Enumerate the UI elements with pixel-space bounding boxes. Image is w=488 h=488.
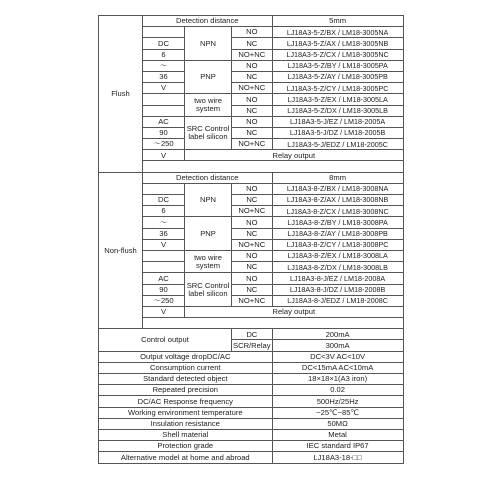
ac-label: AC bbox=[143, 116, 185, 127]
control-output-label: Control output bbox=[99, 329, 232, 351]
model-number: LJ18A3-8-Z/CX / LM18-3008NC bbox=[272, 206, 403, 217]
model-number: LJ18A3-5-Z/EX / LM18-3005LA bbox=[272, 94, 403, 105]
output-type: NC bbox=[232, 127, 273, 138]
empty-cell bbox=[143, 161, 404, 172]
model-number: LJ18A3-8-Z/BX / LM18-3008NA bbox=[272, 183, 403, 194]
table-row bbox=[99, 262, 404, 273]
spec-value: 18×18×1(A3 iron) bbox=[272, 374, 403, 385]
empty-cell bbox=[143, 318, 404, 329]
model-number: LJ18A3-5-Z/AY / LM18-3005PB bbox=[272, 71, 403, 82]
two-wire-label: two wire system bbox=[185, 250, 232, 272]
distance-value: 8mm bbox=[272, 172, 403, 183]
v-label: V bbox=[143, 150, 185, 161]
output-type: NO+NC bbox=[232, 239, 273, 250]
model-number: LJ18A3-8-Z/AX / LM18-3008NB bbox=[272, 195, 403, 206]
spec-label: Protection grade bbox=[99, 441, 273, 452]
table-row bbox=[99, 396, 404, 407]
spec-value: IEC standard IP67 bbox=[272, 441, 403, 452]
spec-label: DC/AC Response frequency bbox=[99, 396, 273, 407]
model-number: LJ18A3-5-J/EZ / LM18-2005A bbox=[272, 116, 403, 127]
model-number: LJ18A3-5-Z/BY / LM18-3005PA bbox=[272, 60, 403, 71]
spec-label: Repeated precision bbox=[99, 385, 273, 396]
dc-label: ～ bbox=[143, 217, 185, 228]
src-label: SRC Control label silicon bbox=[185, 116, 232, 150]
table-row bbox=[99, 172, 404, 183]
output-type: NO bbox=[232, 217, 273, 228]
table-row bbox=[99, 295, 404, 306]
table-row bbox=[99, 183, 404, 194]
pnp-label: PNP bbox=[185, 60, 232, 94]
output-type: NO bbox=[232, 116, 273, 127]
output-type: NO+NC bbox=[232, 206, 273, 217]
output-type: NC bbox=[232, 262, 273, 273]
table-row bbox=[99, 71, 404, 82]
table-row bbox=[99, 306, 404, 317]
empty-cell bbox=[143, 94, 185, 105]
dc-label: DC bbox=[143, 195, 185, 206]
empty-cell bbox=[143, 27, 185, 38]
table-row bbox=[99, 94, 404, 105]
output-type: NO bbox=[232, 27, 273, 38]
empty-cell bbox=[143, 262, 185, 273]
v-label: V bbox=[143, 83, 185, 94]
spec-label: Insulation resistance bbox=[99, 418, 273, 429]
model-number: LJ18A3-5-Z/BX / LM18-3005NA bbox=[272, 27, 403, 38]
model-number: LJ18A3-8-Z/EX / LM18-3008LA bbox=[272, 250, 403, 261]
table-row bbox=[99, 161, 404, 172]
table-row bbox=[99, 217, 404, 228]
table-row bbox=[99, 318, 404, 329]
output-type: NC bbox=[232, 195, 273, 206]
table-row bbox=[99, 127, 404, 138]
table-row bbox=[99, 452, 404, 463]
model-number: LJ18A3-8-Z/DX / LM18-3008LB bbox=[272, 262, 403, 273]
output-type: NC bbox=[232, 284, 273, 295]
dc-label: ～ bbox=[143, 60, 185, 71]
spec-label: Consumption current bbox=[99, 362, 273, 373]
src-label: SRC Control label silicon bbox=[185, 273, 232, 307]
table-row bbox=[99, 374, 404, 385]
table-row bbox=[99, 195, 404, 206]
model-number: LJ18A3-8-Z/AY / LM18-3008PB bbox=[272, 228, 403, 239]
group-label: Non-flush bbox=[99, 172, 143, 329]
relay-label: Relay output bbox=[185, 150, 404, 161]
output-type: NO bbox=[232, 94, 273, 105]
dc-label: 36 bbox=[143, 228, 185, 239]
pnp-label: PNP bbox=[185, 217, 232, 251]
distance-label: Detection distance bbox=[143, 16, 273, 27]
dc-label: 6 bbox=[143, 206, 185, 217]
model-number: LJ18A3-5-J/EDZ / LM18-2005C bbox=[272, 139, 403, 150]
table-row bbox=[99, 351, 404, 362]
spec-label: Output voltage dropDC/AC bbox=[99, 351, 273, 362]
control-output-value: 200mA bbox=[272, 329, 403, 340]
model-number: LJ18A3-5-Z/CY / LM18-3005PC bbox=[272, 83, 403, 94]
control-output-section bbox=[99, 329, 404, 351]
table-row bbox=[99, 362, 404, 373]
model-number: LJ18A3-8-J/DZ / LM18-2008B bbox=[272, 284, 403, 295]
relay-label: Relay output bbox=[185, 306, 404, 317]
control-output-type: SCR/Relay bbox=[233, 340, 271, 350]
output-type: NO+NC bbox=[232, 139, 273, 150]
spec-value: −25℃~85℃ bbox=[272, 407, 403, 418]
ac-label: 90 bbox=[143, 284, 185, 295]
output-type: NO bbox=[232, 273, 273, 284]
v-label: V bbox=[143, 239, 185, 250]
model-number: LJ18A3-8-J/EZ / LM18-2008A bbox=[272, 273, 403, 284]
table-row bbox=[99, 385, 404, 396]
spec-table bbox=[98, 15, 404, 464]
two-wire-label: two wire system bbox=[185, 94, 232, 116]
flush-section bbox=[99, 16, 404, 173]
table-row bbox=[99, 150, 404, 161]
table-row bbox=[99, 273, 404, 284]
table-row bbox=[99, 83, 404, 94]
v-label: V bbox=[143, 306, 185, 317]
spec-rows bbox=[99, 351, 404, 463]
model-number: LJ18A3-5-J/DZ / LM18-2005B bbox=[272, 127, 403, 138]
spec-value: 0.02 bbox=[272, 385, 403, 396]
table-row bbox=[99, 329, 404, 340]
empty-cell bbox=[143, 250, 185, 261]
ac-label: ～250 bbox=[143, 295, 185, 306]
table-row bbox=[99, 441, 404, 452]
table-row bbox=[99, 38, 404, 49]
output-type: NC bbox=[232, 105, 273, 116]
table-row bbox=[99, 49, 404, 60]
spec-value: DC<15mA AC<10mA bbox=[272, 362, 403, 373]
spec-value: Metal bbox=[272, 429, 403, 440]
table-row bbox=[99, 228, 404, 239]
table-row bbox=[99, 250, 404, 261]
output-type: NO bbox=[232, 183, 273, 194]
spec-label: Alternative model at home and abroad bbox=[99, 452, 273, 463]
nonflush-section bbox=[99, 172, 404, 329]
table-row bbox=[99, 206, 404, 217]
spec-value: 500Hz/25Hz bbox=[272, 396, 403, 407]
output-type: NO+NC bbox=[232, 295, 273, 306]
output-type: NO bbox=[232, 250, 273, 261]
spec-label: Standard detected object bbox=[99, 374, 273, 385]
spec-label: Working environment temperature bbox=[99, 407, 273, 418]
model-number: LJ18A3-8-J/EDZ / LM18-2008C bbox=[272, 295, 403, 306]
model-number: LJ18A3-5-Z/AX / LM18-3005NB bbox=[272, 38, 403, 49]
empty-cell bbox=[143, 183, 185, 194]
table-row bbox=[99, 407, 404, 418]
spec-label: Shell material bbox=[99, 429, 273, 440]
output-type: NC bbox=[232, 71, 273, 82]
table-row bbox=[99, 139, 404, 150]
output-type: NO+NC bbox=[232, 49, 273, 60]
dc-label: 36 bbox=[143, 71, 185, 82]
dc-label: 6 bbox=[143, 49, 185, 60]
model-number: LJ18A3-5-Z/CX / LM18-3005NC bbox=[272, 49, 403, 60]
output-type: NO+NC bbox=[232, 83, 273, 94]
group-label: Flush bbox=[99, 16, 143, 173]
output-type: NO bbox=[232, 60, 273, 71]
table-row bbox=[99, 16, 404, 27]
spec-value: LJ18A3-18-□□ bbox=[272, 452, 403, 463]
distance-label: Detection distance bbox=[143, 172, 273, 183]
table-row bbox=[99, 429, 404, 440]
table-row bbox=[99, 116, 404, 127]
distance-value: 5mm bbox=[272, 16, 403, 27]
table-row bbox=[99, 60, 404, 71]
ac-label: 90 bbox=[143, 127, 185, 138]
dc-label: DC bbox=[143, 38, 185, 49]
output-type: NC bbox=[232, 228, 273, 239]
ac-label: ～250 bbox=[143, 139, 185, 150]
table-row bbox=[99, 239, 404, 250]
model-number: LJ18A3-8-Z/CY / LM18-3008PC bbox=[272, 239, 403, 250]
table-row bbox=[99, 105, 404, 116]
table-row bbox=[99, 27, 404, 38]
table-row bbox=[99, 418, 404, 429]
control-output-value: 300mA bbox=[272, 340, 403, 351]
ac-label: AC bbox=[143, 273, 185, 284]
control-output-type: DC bbox=[232, 329, 273, 340]
empty-cell bbox=[143, 105, 185, 116]
table-row bbox=[99, 284, 404, 295]
spec-value: DC<3V AC<10V bbox=[272, 351, 403, 362]
output-type: NC bbox=[232, 38, 273, 49]
model-number: LJ18A3-8-Z/BY / LM18-3008PA bbox=[272, 217, 403, 228]
model-number: LJ18A3-5-Z/DX / LM18-3005LB bbox=[272, 105, 403, 116]
npn-label: NPN bbox=[185, 27, 232, 61]
npn-label: NPN bbox=[185, 183, 232, 217]
spec-value: 50MΩ bbox=[272, 418, 403, 429]
